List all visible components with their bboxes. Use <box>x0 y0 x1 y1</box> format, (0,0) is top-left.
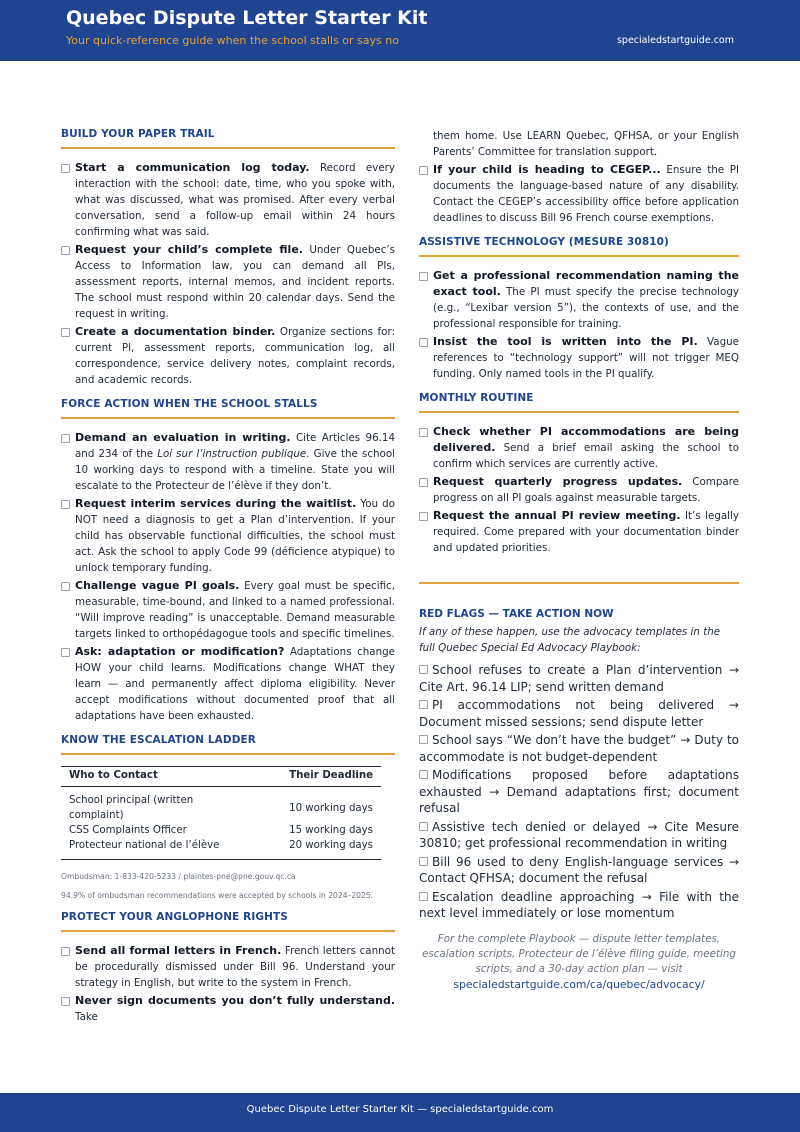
red-flag-text: Bill 96 used to deny English-language services → Contact QFHSA; document the refusal <box>419 854 739 885</box>
checkbox-icon[interactable] <box>61 434 70 443</box>
table-cell: School principal (written complaint) <box>69 795 194 821</box>
red-flag-text: Modifications proposed before adaptations exhausted → Demand adaptations first; document refusal <box>419 768 739 815</box>
checkbox-icon[interactable] <box>61 947 70 956</box>
site-url[interactable]: specialedstartguide.com <box>616 35 734 46</box>
right-column <box>419 128 739 992</box>
section-heading-force-action: FORCE ACTION WHEN THE SCHOOL STALLS <box>61 398 395 419</box>
column-header: Who to Contact <box>61 767 249 787</box>
item-continuation: them home. Use LEARN Quebec, QFHSA, or your English Parents’ Committee for translation support. <box>433 130 739 158</box>
item-text: Cite Articles 96.14 and 234 of the <box>75 432 396 460</box>
item-text: Adaptations change HOW your child learns. Modifications change WHAT they learn — and permanently affect diploma eligibility. Never accept modifications without documented proof that all adaptations have been exhausted. <box>75 646 395 722</box>
item-lead: Request interim services during the waitlist. <box>75 497 357 510</box>
checkbox-icon[interactable] <box>61 582 70 591</box>
red-flag-text: PI accommodations not being delivered → Document missed sessions; send dispute letter <box>419 698 739 729</box>
item-text: Record every interaction with the school: date, time, who you spoke with, what was discussed, what was promised. After every verbal conversation, send a follow-up email within 24 hours confirming what was said. <box>75 162 396 238</box>
section-heading-anglophone: PROTECT YOUR ANGLOPHONE RIGHTS <box>61 911 395 932</box>
checkbox-icon[interactable] <box>419 338 428 347</box>
item-text: The PI must specify the precise technology (e.g., “Lexibar version 5”), the contexts of use, and the professional responsible for training. <box>433 286 739 330</box>
checklist-item <box>419 334 739 382</box>
column-header: Their Deadline <box>249 767 381 787</box>
item-lead: Send all formal letters in French. <box>75 944 282 957</box>
section-heading-assistive: ASSISTIVE TECHNOLOGY (MESURE 30810) <box>419 236 739 257</box>
item-text: . Give the school 10 working days to respond with a timeline. State you will escalate to the Protecteur de l’élève if they don’t. <box>75 448 395 492</box>
item-text: Compare progress on all PI goals against measurable targets. <box>433 476 740 504</box>
checkbox-icon[interactable] <box>419 735 428 744</box>
checklist-item <box>61 430 395 494</box>
section-heading-paper-trail: BUILD YOUR PAPER TRAIL <box>61 128 395 149</box>
checkbox-icon[interactable] <box>61 997 70 1006</box>
item-lead: Request your child’s complete file. <box>75 243 303 256</box>
item-text: Every goal must be specific, measurable, time-bound, and linked to a named professional. “Will improve reading” is unacceptable. Demand measurable targets linked to orthopédagogue tools and specific timelines. <box>75 580 395 640</box>
checkbox-icon[interactable] <box>419 272 428 281</box>
checkbox-icon[interactable] <box>419 700 428 709</box>
checklist-item <box>61 160 395 240</box>
red-flag-item <box>419 767 739 817</box>
page-header <box>0 0 800 61</box>
table-cell: 20 working days <box>249 838 381 860</box>
red-flag-item <box>419 854 739 887</box>
item-lead: Ask: adaptation or modification? <box>75 645 285 658</box>
checklist-item <box>419 268 739 332</box>
red-flag-text: School refuses to create a Plan d’intervention → Cite Art. 96.14 LIP; send written demand <box>419 663 739 694</box>
checklist-item <box>61 242 395 322</box>
law-title: Loi sur l’instruction publique <box>157 448 307 460</box>
item-text: French letters cannot be procedurally dismissed under Bill 96. Understand your strategy in English, but write to the system in French. <box>75 945 395 989</box>
table-cell: 10 working days <box>289 802 373 814</box>
page-title: Quebec Dispute Letter Starter Kit <box>66 7 428 29</box>
checkbox-icon[interactable] <box>61 164 70 173</box>
checkbox-icon[interactable] <box>61 246 70 255</box>
item-lead: Challenge vague PI goals. <box>75 579 240 592</box>
item-lead: Request quarterly progress updates. <box>433 475 683 488</box>
checkbox-icon[interactable] <box>419 665 428 674</box>
table-cell: 15 working days <box>289 825 373 836</box>
item-lead: Start a communication log today. <box>75 161 310 174</box>
item-lead: Check whether PI accommodations are being delivered. <box>433 425 739 454</box>
table-cell: CSS Complaints Officer <box>69 825 187 836</box>
checklist-item <box>419 474 739 506</box>
red-flag-item <box>419 732 739 765</box>
checkbox-icon[interactable] <box>419 770 428 779</box>
item-text: Organize sections for: current PI, assessment reports, communication log, all correspondence, service delivery notes, complaint records, and academic records. <box>75 326 395 386</box>
ombudsman-contact: Ombudsman: 1-833-420-5233 / plaintes-pne@pne.gouv.qc.ca <box>61 872 296 881</box>
red-flags-intro: If any of these happen, use the advocacy templates in the full Quebec Special Ed Advocacy Playbook: <box>419 626 721 654</box>
table-row <box>61 787 381 824</box>
item-text: Vague references to “technology support” will not trigger MEQ funding. Only named tools in the PI qualify. <box>433 336 739 380</box>
red-flag-text: School says “We don’t have the budget” → Duty to accommodate is not budget-dependent <box>419 733 739 764</box>
checkbox-icon[interactable] <box>61 328 70 337</box>
checklist-item <box>61 496 395 576</box>
checkbox-icon[interactable] <box>61 648 70 657</box>
item-lead: Insist the tool is written into the PI. <box>433 335 698 348</box>
footer-text: Quebec Dispute Letter Starter Kit — specialedstartguide.com <box>246 1104 554 1115</box>
red-flag-item <box>419 662 739 695</box>
item-lead: Get a professional recommendation naming the exact tool. <box>433 269 739 298</box>
checklist-item <box>419 424 739 472</box>
checkbox-icon[interactable] <box>419 428 428 437</box>
item-lead: Never sign documents you don’t fully understand. <box>75 994 395 1007</box>
checkbox-icon[interactable] <box>419 857 428 866</box>
item-text: Take <box>75 1011 98 1023</box>
item-lead: Create a documentation binder. <box>75 325 276 338</box>
playbook-link[interactable]: specialedstartguide.com/ca/quebec/advocacy/ <box>453 977 705 991</box>
page-subtitle: Your quick-reference guide when the school stalls or says no <box>66 34 399 47</box>
item-lead: If your child is heading to CEGEP... <box>433 163 661 176</box>
checkbox-icon[interactable] <box>419 478 428 487</box>
section-divider <box>419 558 739 584</box>
checkbox-icon[interactable] <box>419 892 428 901</box>
item-lead: Request the annual PI review meeting. <box>433 509 681 522</box>
red-flag-text: Assistive tech denied or delayed → Cite Mesure 30810; get professional recommendation in writing <box>419 819 739 850</box>
item-text: Ensure the PI documents the language-based nature of any disability. Contact the CEGEP’s accessibility office before application deadlines to discuss Bill 96 French course exemptions. <box>433 164 739 224</box>
item-text: You do NOT need a diagnosis to get a Plan d’intervention. If your child has observable functional difficulties, the school must act. Ask the school to apply Code 99 (déficience atypique) to unlock temporary funding. <box>75 498 395 574</box>
checkbox-icon[interactable] <box>419 166 428 175</box>
checklist-item <box>61 993 395 1025</box>
playbook-promo <box>419 932 739 992</box>
section-heading-escalation: KNOW THE ESCALATION LADDER <box>61 734 395 755</box>
page-footer <box>0 1093 800 1132</box>
table-cell: Protecteur national de l’élève <box>61 838 249 860</box>
red-flag-item <box>419 889 739 922</box>
section-heading-monthly: MONTHLY ROUTINE <box>419 392 739 413</box>
checklist-item <box>61 644 395 724</box>
table-row <box>61 838 381 860</box>
checklist-item <box>61 943 395 991</box>
table-header-row <box>61 767 381 787</box>
red-flag-text: Escalation deadline approaching → File with the next level immediately or lose momentum <box>419 889 739 920</box>
red-flag-item <box>419 697 739 730</box>
item-text: It’s legally required. Come prepared with your documentation binder and updated priorities. <box>433 510 739 554</box>
ombudsman-stat: 94.9% of ombudsman recommendations were accepted by schools in 2024–2025. <box>61 891 374 900</box>
red-flag-item <box>419 819 739 852</box>
escalation-table <box>61 766 381 860</box>
checklist-item <box>61 578 395 642</box>
item-text: Send a brief email asking the school to confirm which services are currently active. <box>433 442 739 470</box>
item-lead: Demand an evaluation in writing. <box>75 431 291 444</box>
section-heading-red-flags: RED FLAGS — TAKE ACTION NOW <box>419 608 614 620</box>
left-column <box>61 128 395 1027</box>
checklist-item <box>419 162 739 226</box>
table-row <box>61 823 381 838</box>
item-text: Under Quebec’s Access to Information law, you can demand all PIs, assessment reports, internal memos, and incident reports. The school must respond within 20 calendar days. Send the request in writing. <box>75 244 395 320</box>
checkbox-icon[interactable] <box>419 822 428 831</box>
checklist-item <box>61 324 395 388</box>
checkbox-icon[interactable] <box>61 500 70 509</box>
checklist-item <box>419 508 739 556</box>
checkbox-icon[interactable] <box>419 512 428 521</box>
promo-text: For the complete Playbook — dispute letter templates, escalation scripts, Protecteur de l’élève filing guide, meeting scripts, and a 30-day action plan — visit <box>422 932 736 975</box>
